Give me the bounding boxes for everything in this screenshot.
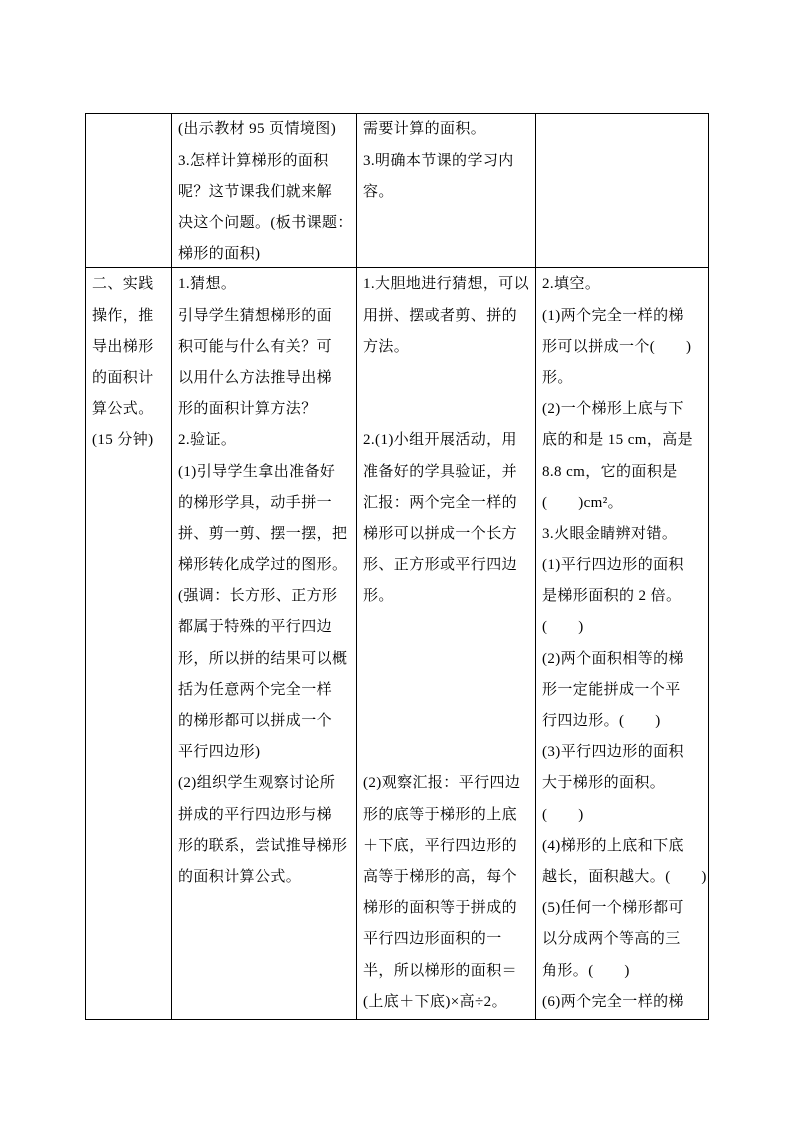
text-line: 以用什么方法推导出梯: [178, 369, 333, 386]
cell-stage: [85, 113, 172, 268]
text-line: 方法。: [363, 338, 410, 355]
paragraph: [363, 425, 531, 612]
text-line: (出示教材 95 页情境图): [178, 121, 337, 138]
text-line: 大于梯形的面积。: [542, 775, 666, 792]
text-line: 是梯形面积的 2 倍。: [542, 588, 682, 605]
text-line: 形、正方形或平行四边: [363, 557, 518, 574]
text-line: 梯形转化成学过的图形。: [178, 557, 348, 574]
text-line: 以分成两个等高的三: [542, 931, 681, 948]
cell-student-activity: [356, 113, 536, 268]
cell-teacher-activity: [171, 113, 357, 268]
text-line: (1)平行四边形的面积: [542, 557, 684, 574]
text-line: 2.填空。: [542, 276, 601, 293]
cell-stage: [85, 267, 172, 1020]
text-line: ( ): [542, 619, 584, 636]
text-line: (2)两个面积相等的梯: [542, 650, 684, 667]
text-line: 拼、剪一剪、摆一摆，把: [178, 525, 348, 542]
text-line: 形。: [363, 588, 394, 605]
text-line: 底的和是 15 cm，高是: [542, 432, 694, 449]
text-line: 半，所以梯形的面积＝: [363, 962, 518, 979]
text-line: 拼成的平行四边形与梯: [178, 806, 333, 823]
text-line: 形一定能拼成一个平: [542, 681, 681, 698]
text-line: 决这个问题。(板书课题：: [178, 214, 353, 231]
text-line: 形，所以拼的结果可以概: [178, 650, 348, 667]
paragraph: [363, 269, 531, 363]
text-line: 越长，面积越大。( ): [542, 868, 707, 885]
text-line: (2)一个梯形上底与下: [542, 401, 684, 418]
text-line: (1)两个完全一样的梯: [542, 307, 684, 324]
text-line: 3.火眼金睛辨对错。: [542, 525, 678, 542]
text-line: ( )cm²。: [542, 494, 624, 511]
text-line: 高等于梯形的高，每个: [363, 869, 518, 886]
text-line: (2)组织学生观察讨论所: [178, 775, 336, 792]
text-line: 的面积计: [92, 369, 154, 386]
paragraph: [363, 768, 531, 1018]
text-line: 形的面积计算方法？: [178, 401, 317, 418]
text-line: 形的底等于梯形的上底: [363, 806, 518, 823]
text-line: 1.猜想。: [178, 276, 237, 293]
text-line: 梯形的面积等于拼成的: [363, 900, 518, 917]
text-line: (6)两个完全一样的梯: [542, 993, 684, 1010]
text-line: 二、实践: [92, 276, 154, 293]
text-line: 平行四边形面积的一: [363, 931, 502, 948]
text-line: (15 分钟): [92, 432, 154, 449]
cell-exercise: [535, 113, 709, 268]
text-line: 角形。( ): [542, 962, 630, 979]
text-line: 算公式。: [92, 401, 154, 418]
text-line: 梯形的面积): [178, 246, 261, 263]
text-line: 梯形可以拼成一个长方: [363, 525, 518, 542]
text-line: 导出梯形: [92, 338, 154, 355]
text-line: 呢？这节课我们就来解: [178, 183, 333, 200]
text-line: 容。: [363, 183, 394, 200]
text-line: 准备好的学具验证，并: [363, 463, 518, 480]
text-line: 形可以拼成一个( ): [542, 338, 692, 355]
text-line: (强调：长方形、正方形: [178, 588, 338, 605]
text-line: (2)观察汇报：平行四边: [363, 775, 521, 792]
text-line: 2.(1)小组开展活动，用: [363, 432, 517, 449]
text-line: 的面积计算公式。: [178, 868, 302, 885]
text-line: 用拼、摆或者剪、拼的: [363, 307, 518, 324]
text-line: (1)引导学生拿出准备好: [178, 463, 336, 480]
text-line: 形。: [542, 369, 573, 386]
text-line: ( ): [542, 806, 584, 823]
text-line: 的梯形都可以拼成一个: [178, 713, 333, 730]
text-line: 汇报：两个完全一样的: [363, 494, 518, 511]
text-line: 8.8 cm，它的面积是: [542, 463, 678, 480]
text-line: 需要计算的面积。: [363, 121, 487, 138]
text-line: 3.明确本节课的学习内: [363, 152, 514, 169]
text-line: 形的联系，尝试推导梯形: [178, 837, 348, 854]
text-line: 平行四边形): [178, 744, 261, 761]
text-line: 1.大胆地进行猜想，可以: [363, 276, 530, 293]
text-line: 的梯形学具，动手拼一: [178, 494, 333, 511]
text-line: 都属于特殊的平行四边: [178, 619, 333, 636]
text-line: (3)平行四边形的面积: [542, 744, 684, 761]
text-line: 3.怎样计算梯形的面积: [178, 152, 329, 169]
text-line: 引导学生猜想梯形的面: [178, 307, 333, 324]
text-line: (5)任何一个梯形都可: [542, 900, 684, 917]
text-line: ＋下底，平行四边形的: [363, 837, 518, 854]
cell-teacher-activity: [171, 267, 357, 1020]
text-line: (上底＋下底)×高÷2。: [363, 993, 507, 1010]
text-line: 操作，推: [92, 307, 154, 324]
text-line: 积可能与什么有关？可: [178, 338, 333, 355]
text-line: 行四边形。( ): [542, 713, 661, 730]
text-line: (4)梯形的上底和下底: [542, 837, 684, 854]
text-line: 2.验证。: [178, 432, 237, 449]
text-line: 括为任意两个完全一样: [178, 681, 333, 698]
cell-student-activity: [356, 267, 536, 1020]
cell-exercise: [535, 267, 709, 1020]
